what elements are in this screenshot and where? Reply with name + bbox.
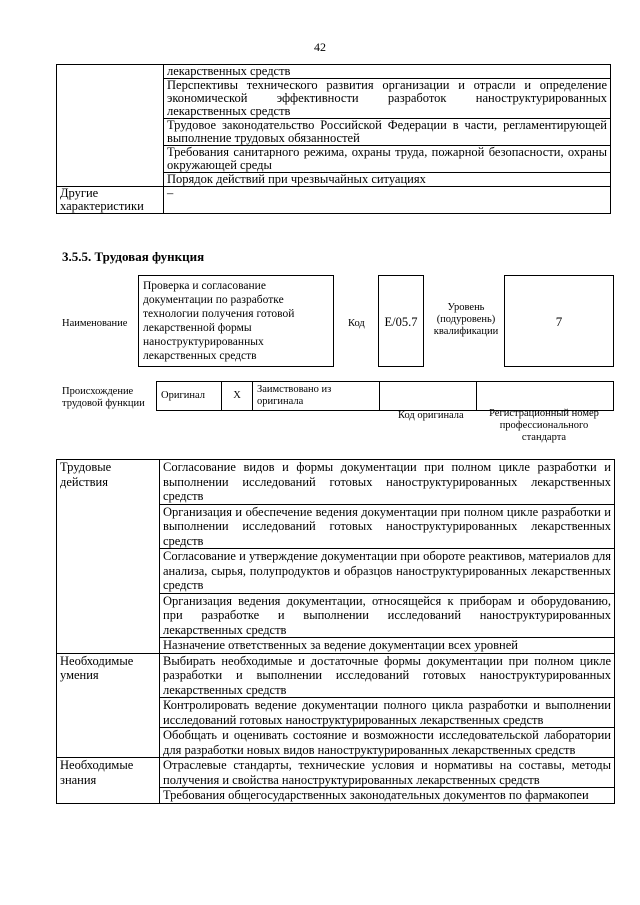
section-title: 3.5.5. Трудовая функция: [62, 249, 205, 264]
group-label-skills: Необходимые умения: [57, 653, 160, 758]
code-label: Код: [348, 318, 365, 329]
table-cell: Обобщать и оценивать состояние и возможности исследовательской лаборатории для разработки новых видов наноструктурированных лекарственных средств: [160, 728, 615, 758]
other-characteristics-label: Другие характеристики: [57, 187, 164, 214]
main-table: [56, 459, 615, 804]
table-row: [57, 187, 611, 214]
row-label-empty: [57, 65, 164, 187]
origin-label: Происхождение трудовой функции: [62, 386, 145, 409]
table-cell: Трудовое законодательство Российской Федерации в части, регламентирующей выполнение трудовых обязанностей: [164, 119, 611, 146]
table-cell: Контролировать ведение документации полного цикла разработки и выполнении исследований готовых наноструктурированных лекарственных средств: [160, 698, 615, 728]
table-cell: Организация и обеспечение ведения документации при полном цикле разработки и выполнении исследований готовых наноструктурированных лекарственных средств: [160, 504, 615, 549]
table-row: [57, 460, 615, 505]
code-original-label: Код оригинала: [398, 410, 464, 421]
table-cell: Организация ведения документации, относящейся к приборам и оборудованию, при разработке и выполнении исследований наноструктурированных лекарственных средств: [160, 593, 615, 638]
table-cell: Выбирать необходимые и достаточные формы документации при полном цикле разработки и выполнении исследований готовых наноструктурированных лекарственных средств: [160, 653, 615, 698]
group-label-knowledge: Необходимые знания: [57, 758, 160, 804]
table-cell: Перспективы технического развития организации и отрасли и определение экономической эффективности разработок наноструктурированных лекарственных средств: [164, 79, 611, 119]
original-label: Оригинал: [157, 382, 222, 411]
qualification-level-label: Уровень (подуровень) квалификации: [433, 302, 499, 337]
borrowed-label: Заимствовано из оригинала: [253, 382, 380, 411]
origin-table: [156, 381, 614, 411]
top-table: [56, 64, 611, 214]
name-label: Наименование: [62, 318, 128, 329]
original-mark: X: [222, 382, 253, 411]
reg-number-cell: [477, 382, 614, 411]
table-row: [57, 758, 615, 788]
table-cell: Порядок действий при чрезвычайных ситуациях: [164, 173, 611, 187]
table-cell: Согласование и утверждение документации при обороте реактивов, материалов для анализа, сырья, полупродуктов и образцов наноструктурированных лекарственных средств: [160, 549, 615, 594]
function-name-box: Проверка и согласование документации по разработке технологии получения готовой лекарственной формы наноструктурированных лекарственных средств: [138, 275, 334, 367]
reg-number-label: Регистрационный номер профессионального стандарта: [489, 408, 599, 443]
table-cell: Требования санитарного режима, охраны труда, пожарной безопасности, охраны окружающей среды: [164, 146, 611, 173]
table-row: [157, 382, 614, 411]
table-cell: Согласование видов и формы документации при полном цикле разработки и выполнении исследований готовых наноструктурированных лекарственных средств: [160, 460, 615, 505]
group-label-actions: Трудовые действия: [57, 460, 160, 654]
other-characteristics-value: –: [164, 187, 611, 214]
qualification-level-box: 7: [504, 275, 614, 367]
table-row: [57, 653, 615, 698]
table-cell: лекарственных средств: [164, 65, 611, 79]
table-row: [57, 65, 611, 79]
table-cell: Требования общегосударственных законодательных документов по фармакопеи: [160, 788, 615, 804]
table-cell: Назначение ответственных за ведение документации всех уровней: [160, 638, 615, 654]
code-original-cell: [380, 382, 477, 411]
page-number: 42: [314, 40, 326, 54]
code-box: E/05.7: [378, 275, 424, 367]
table-cell: Отраслевые стандарты, технические условия и нормативы на составы, методы получения и свойства наноструктурированных лекарственных средств: [160, 758, 615, 788]
